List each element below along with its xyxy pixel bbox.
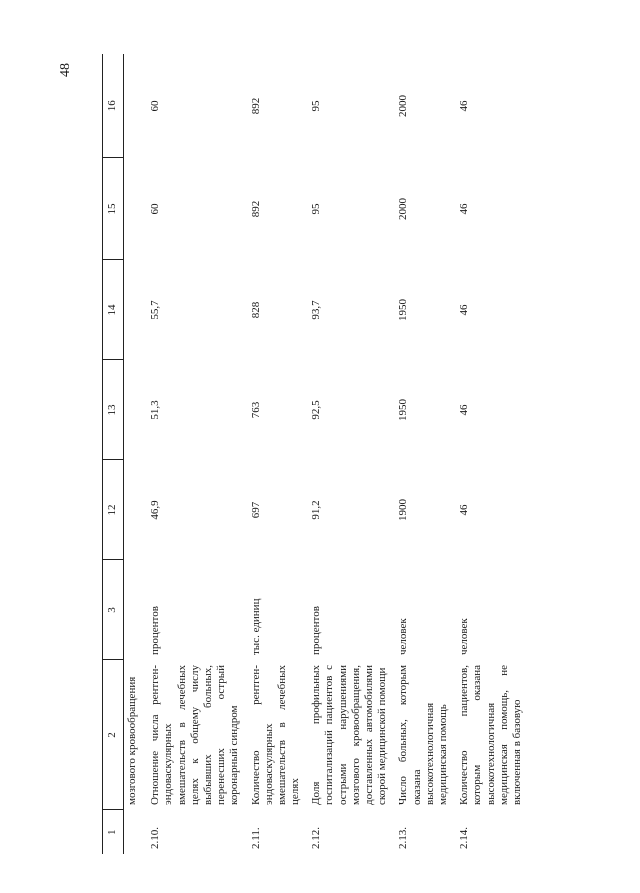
table-row — [454, 54, 528, 854]
rotated-table-area — [102, 54, 534, 854]
value-cell: 92,5 — [310, 400, 323, 420]
unit-cell: процентов — [149, 606, 162, 655]
header-cell: 1 — [103, 810, 124, 854]
value-cell: 95 — [310, 100, 323, 112]
value-cell: 51,3 — [149, 400, 162, 420]
row-number: 2.11. — [249, 827, 262, 849]
value-cell: 46 — [458, 304, 471, 316]
value-cell: 46 — [458, 203, 471, 215]
indicator-name: Доля профильных госпитализаций пациентов с острыми нарушениями мозгового кровообращения, доставленных автомобилями скорой медицинской помощи — [310, 665, 389, 805]
value-cell: 1950 — [397, 399, 410, 421]
table-row — [145, 54, 245, 854]
header-cell: 3 — [103, 560, 124, 660]
table-row — [246, 54, 307, 854]
value-cell: 2000 — [397, 95, 410, 117]
header-row — [103, 54, 124, 854]
value-cell: 60 — [149, 203, 162, 215]
value-cell: 93,7 — [310, 300, 323, 320]
value-cell: 91,2 — [310, 500, 323, 520]
header-cell: 12 — [103, 460, 124, 560]
table-cell — [124, 54, 146, 560]
indicator-table — [102, 54, 528, 854]
value-cell: 892 — [249, 200, 262, 218]
value-cell: 763 — [249, 401, 262, 419]
value-cell: 2000 — [397, 198, 410, 220]
row-number: 2.14. — [458, 827, 471, 849]
indicator-name: Число больных, которым оказана высокотехнологичная медицинская помощь — [397, 665, 449, 805]
unit-cell: процентов — [310, 606, 323, 655]
value-cell: 892 — [249, 97, 262, 115]
indicator-name: Количество пациентов, которым оказана высокотехнологичная медицинская помощь, не включенная в базовую — [458, 665, 523, 805]
value-cell: 46,9 — [149, 500, 162, 520]
value-cell: 697 — [249, 501, 262, 519]
value-cell: 60 — [149, 100, 162, 112]
unit-cell: человек — [397, 618, 410, 655]
page-number: 48 — [58, 63, 73, 77]
value-cell: 46 — [458, 504, 471, 516]
value-cell: 95 — [310, 203, 323, 215]
value-cell: 55,7 — [149, 300, 162, 320]
value-cell: 828 — [249, 301, 262, 319]
value-cell: 46 — [458, 404, 471, 416]
indicator-name: Отношение числа рентген-эндоваскулярных вмешательств в лечебных целях к общему числу выбывших больных, перенесших острый коронарный синдром — [149, 665, 241, 805]
table-row — [306, 54, 393, 854]
value-cell: 1900 — [397, 499, 410, 521]
row-number: 2.10. — [149, 827, 162, 849]
continuation-text: мозгового кровообращения — [126, 676, 138, 805]
header-cell: 14 — [103, 260, 124, 360]
header-cell: 2 — [103, 660, 124, 810]
value-cell: 46 — [458, 100, 471, 112]
row-number: 2.12. — [310, 827, 323, 849]
value-cell: 1950 — [397, 299, 410, 321]
unit-cell: тыс. единиц — [249, 598, 262, 655]
header-cell: 16 — [103, 54, 124, 158]
table-body — [145, 54, 528, 854]
table-cell — [124, 810, 146, 854]
table-row — [393, 54, 454, 854]
indicator-name: Количество рентген-эндоваскулярных вмешательств в лечебных целях — [249, 665, 302, 805]
continuation-row — [124, 54, 146, 854]
unit-cell: человек — [458, 618, 471, 655]
header-cell: 15 — [103, 158, 124, 260]
header-cell: 13 — [103, 360, 124, 460]
row-number: 2.13. — [397, 827, 410, 849]
